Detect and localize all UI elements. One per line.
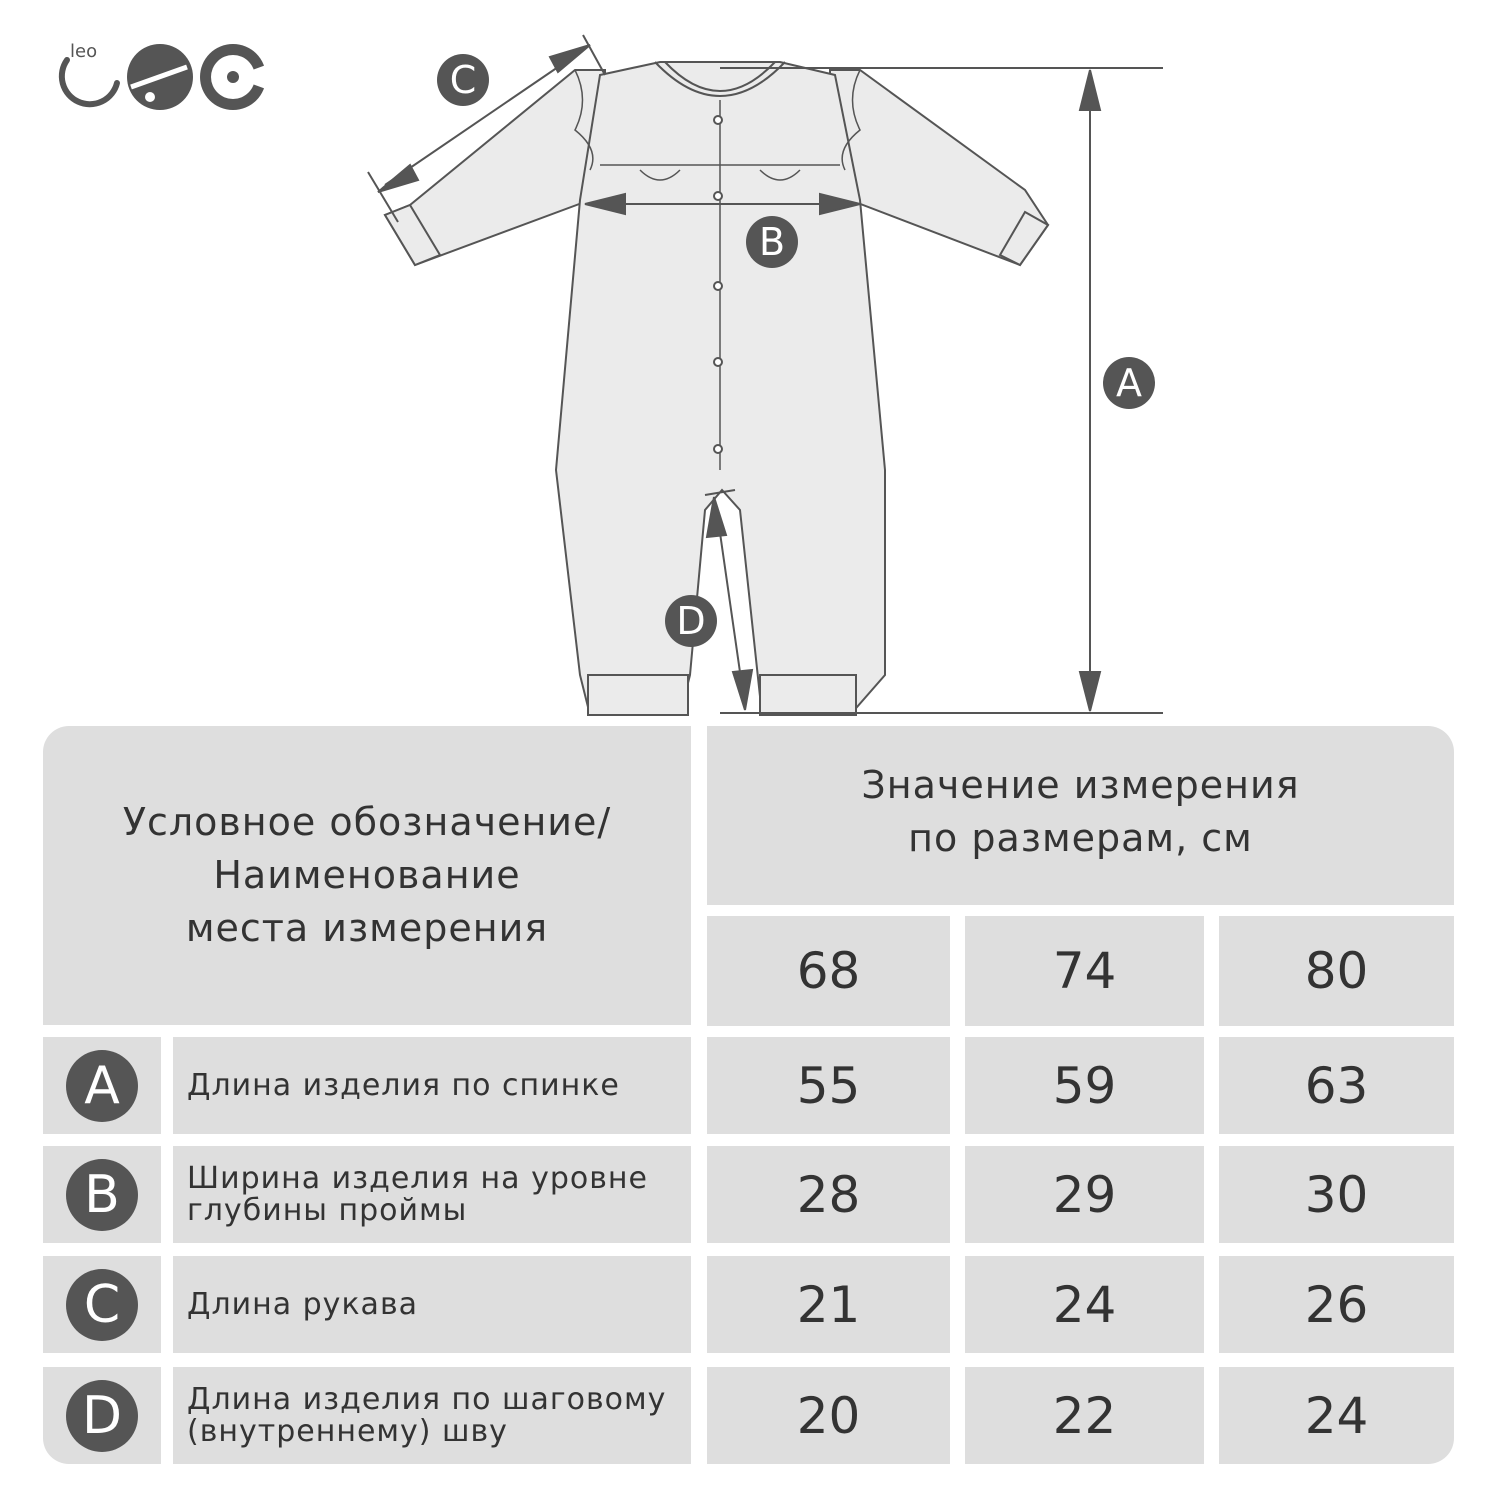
row-b-value-68: 28 <box>707 1146 950 1243</box>
row-b-value-74: 29 <box>965 1146 1204 1243</box>
row-b-badge-cell <box>43 1146 161 1243</box>
row-d-name-line-1: Длина изделия по шаговому <box>187 1381 667 1417</box>
row-b-name <box>173 1146 691 1243</box>
row-c-name <box>173 1256 691 1353</box>
row-c-value-74: 24 <box>965 1256 1204 1353</box>
badge-a: A <box>66 1050 138 1122</box>
row-d-value-80: 24 <box>1219 1367 1454 1464</box>
row-a-value-80: 63 <box>1219 1037 1454 1134</box>
row-b-name-line-1: Ширина изделия на уровне <box>187 1160 648 1196</box>
brand-small-text: leo <box>70 41 98 62</box>
header-right-line-1: Значение измерения <box>861 762 1300 807</box>
badge-b: B <box>66 1159 138 1231</box>
size-header-80: 80 <box>1219 916 1454 1026</box>
row-c-name-line-1: Длина рукава <box>187 1286 419 1322</box>
badge-d: D <box>66 1380 138 1452</box>
row-c-badge-cell <box>43 1256 161 1353</box>
badge-c: C <box>66 1269 138 1341</box>
row-d-name <box>173 1367 691 1464</box>
header-measurement-values <box>707 726 1454 905</box>
header-right-line-2: по размерам, см <box>908 815 1253 860</box>
left-leg-cuff <box>588 675 688 715</box>
diagram-label-a: A <box>1103 357 1155 409</box>
size-header-74: 74 <box>965 916 1204 1026</box>
row-d-name-line-2: (внутреннему) шву <box>187 1413 508 1449</box>
row-c-value-68: 21 <box>707 1256 950 1353</box>
diagram-label-d: D <box>665 595 717 647</box>
diagram-label-c: C <box>437 54 489 106</box>
row-a-name <box>173 1037 691 1134</box>
row-b-name-line-2: глубины проймы <box>187 1192 468 1228</box>
row-d-value-68: 20 <box>707 1367 950 1464</box>
garment-diagram <box>0 0 1501 720</box>
diagram-label-b: B <box>746 216 798 268</box>
row-d-badge-cell <box>43 1367 161 1464</box>
size-header-68: 68 <box>707 916 950 1026</box>
row-a-name-line-1: Длина изделия по спинке <box>187 1067 620 1103</box>
right-leg-cuff <box>760 675 856 715</box>
row-d-value-74: 22 <box>965 1367 1204 1464</box>
header-measurement-name <box>43 726 691 1025</box>
row-a-value-68: 55 <box>707 1037 950 1134</box>
header-left-line-2: Наименование <box>213 853 521 897</box>
header-left-line-1: Условное обозначение/ <box>122 800 612 844</box>
row-b-value-80: 30 <box>1219 1146 1454 1243</box>
row-a-value-74: 59 <box>965 1037 1204 1134</box>
row-c-value-80: 26 <box>1219 1256 1454 1353</box>
header-left-line-3: места измерения <box>185 906 549 950</box>
row-a-badge-cell <box>43 1037 161 1134</box>
